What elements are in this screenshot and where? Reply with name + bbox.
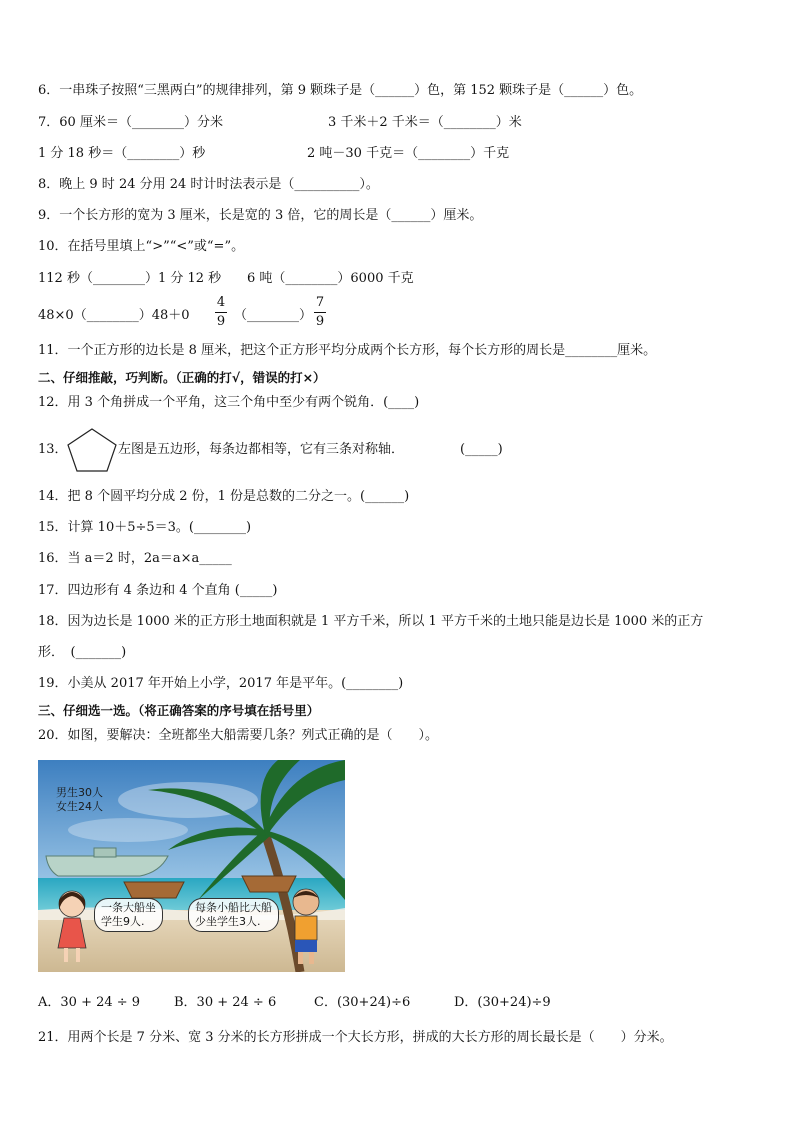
question-12: 12．用 3 个角拼成一个平角，这三个角中至少有两个锐角．(____) bbox=[38, 395, 420, 410]
question-10c: 48×0（________）48＋0 bbox=[38, 308, 190, 323]
boys-count-label: 男生30人 bbox=[56, 786, 103, 799]
option-c: C．(30+24)÷6 bbox=[314, 995, 411, 1010]
fraction-bar bbox=[314, 312, 326, 313]
fraction-4-9 bbox=[214, 296, 228, 329]
fraction-bar bbox=[215, 312, 227, 313]
question-13-blank: (_____) bbox=[460, 442, 503, 457]
speech-bubble-boy bbox=[188, 898, 279, 932]
bubble-girl-line1: 一条大船坐 bbox=[101, 901, 156, 914]
option-d: D．(30+24)÷9 bbox=[454, 995, 551, 1010]
question-8: 8．晚上 9 时 24 分用 24 时计时法表示是（__________）。 bbox=[38, 177, 379, 192]
question-6: 6．一串珠子按照“三黑两白”的规律排列，第 9 颗珠子是（______）色，第 152 颗珠子是（______）色。 bbox=[38, 83, 643, 98]
question-14: 14．把 8 个圆平均分成 2 份，1 份是总数的二分之一。(______) bbox=[38, 489, 410, 504]
question-13-text: 左图是五边形，每条边都相等，它有三条对称轴． bbox=[118, 442, 405, 457]
bubble-boy-line2: 少坐学生3人. bbox=[195, 915, 261, 928]
question-19: 19．小美从 2017 年开始上小学，2017 年是平年。(________) bbox=[38, 676, 404, 691]
question-21: 21．用两个长是 7 分米、宽 3 分米的长方形拼成一个大长方形，拼成的大长方形的周长最长是（ ）分米。 bbox=[38, 1030, 673, 1045]
option-b: B．30 + 24 ÷ 6 bbox=[174, 995, 277, 1010]
question-7b: 3 千米＋2 千米＝（________）米 bbox=[328, 115, 522, 130]
fraction-denominator: 9 bbox=[315, 314, 325, 329]
option-a: A．30 + 24 ÷ 9 bbox=[38, 995, 141, 1010]
fraction-denominator: 9 bbox=[216, 314, 226, 329]
question-10a: 112 秒（________）1 分 12 秒 bbox=[38, 271, 222, 286]
section-3-heading: 三、仔细选一选。（将正确答案的序号填在括号里） bbox=[38, 703, 320, 718]
question-16: 16．当 a＝2 时，2a＝a×a_____ bbox=[38, 551, 232, 566]
question-7d: 2 吨－30 千克＝（________）千克 bbox=[307, 146, 510, 161]
question-18-line2: 形． (_______) bbox=[38, 645, 127, 660]
question-13-number: 13． bbox=[38, 442, 68, 457]
beach-boats-illustration bbox=[38, 760, 345, 972]
question-18-line1: 18．因为边长是 1000 米的正方形土地面积就是 1 平方千米，所以 1 平方千米的土地只能是边长是 1000 米的正方 bbox=[38, 614, 704, 629]
fraction-7-9 bbox=[313, 296, 327, 329]
section-2-heading: 二、仔细推敲，巧判断。（正确的打√，错误的打×） bbox=[38, 370, 326, 385]
question-15: 15．计算 10＋5÷5＝3。(________) bbox=[38, 520, 252, 535]
question-11: 11．一个正方形的边长是 8 厘米，把这个正方形平均分成两个长方形，每个长方形的周长是________厘米。 bbox=[38, 343, 657, 358]
question-7a: 7．60 厘米＝（________）分米 bbox=[38, 115, 223, 130]
question-9: 9．一个长方形的宽为 3 厘米，长是宽的 3 倍，它的周长是（______）厘米。 bbox=[38, 208, 483, 223]
question-10: 10．在括号里填上“>”“<”或“=”。 bbox=[38, 239, 245, 254]
question-20: 20．如图，要解决：全班都坐大船需要几条？列式正确的是（ ）。 bbox=[38, 728, 439, 743]
bubble-boy-line1: 每条小船比大船 bbox=[195, 901, 272, 914]
question-10d-blank: （________） bbox=[234, 308, 313, 323]
pentagon-figure bbox=[66, 427, 118, 473]
girls-count-label: 女生24人 bbox=[56, 800, 103, 813]
question-17: 17．四边形有 4 条边和 4 个直角 (_____) bbox=[38, 583, 278, 598]
fraction-numerator: 7 bbox=[315, 295, 325, 310]
question-7c: 1 分 18 秒＝（________）秒 bbox=[38, 146, 206, 161]
speech-bubble-girl bbox=[94, 898, 163, 932]
bubble-girl-line2: 学生9人. bbox=[101, 915, 145, 928]
fraction-numerator: 4 bbox=[216, 295, 226, 310]
question-10b: 6 吨（________）6000 千克 bbox=[247, 271, 414, 286]
